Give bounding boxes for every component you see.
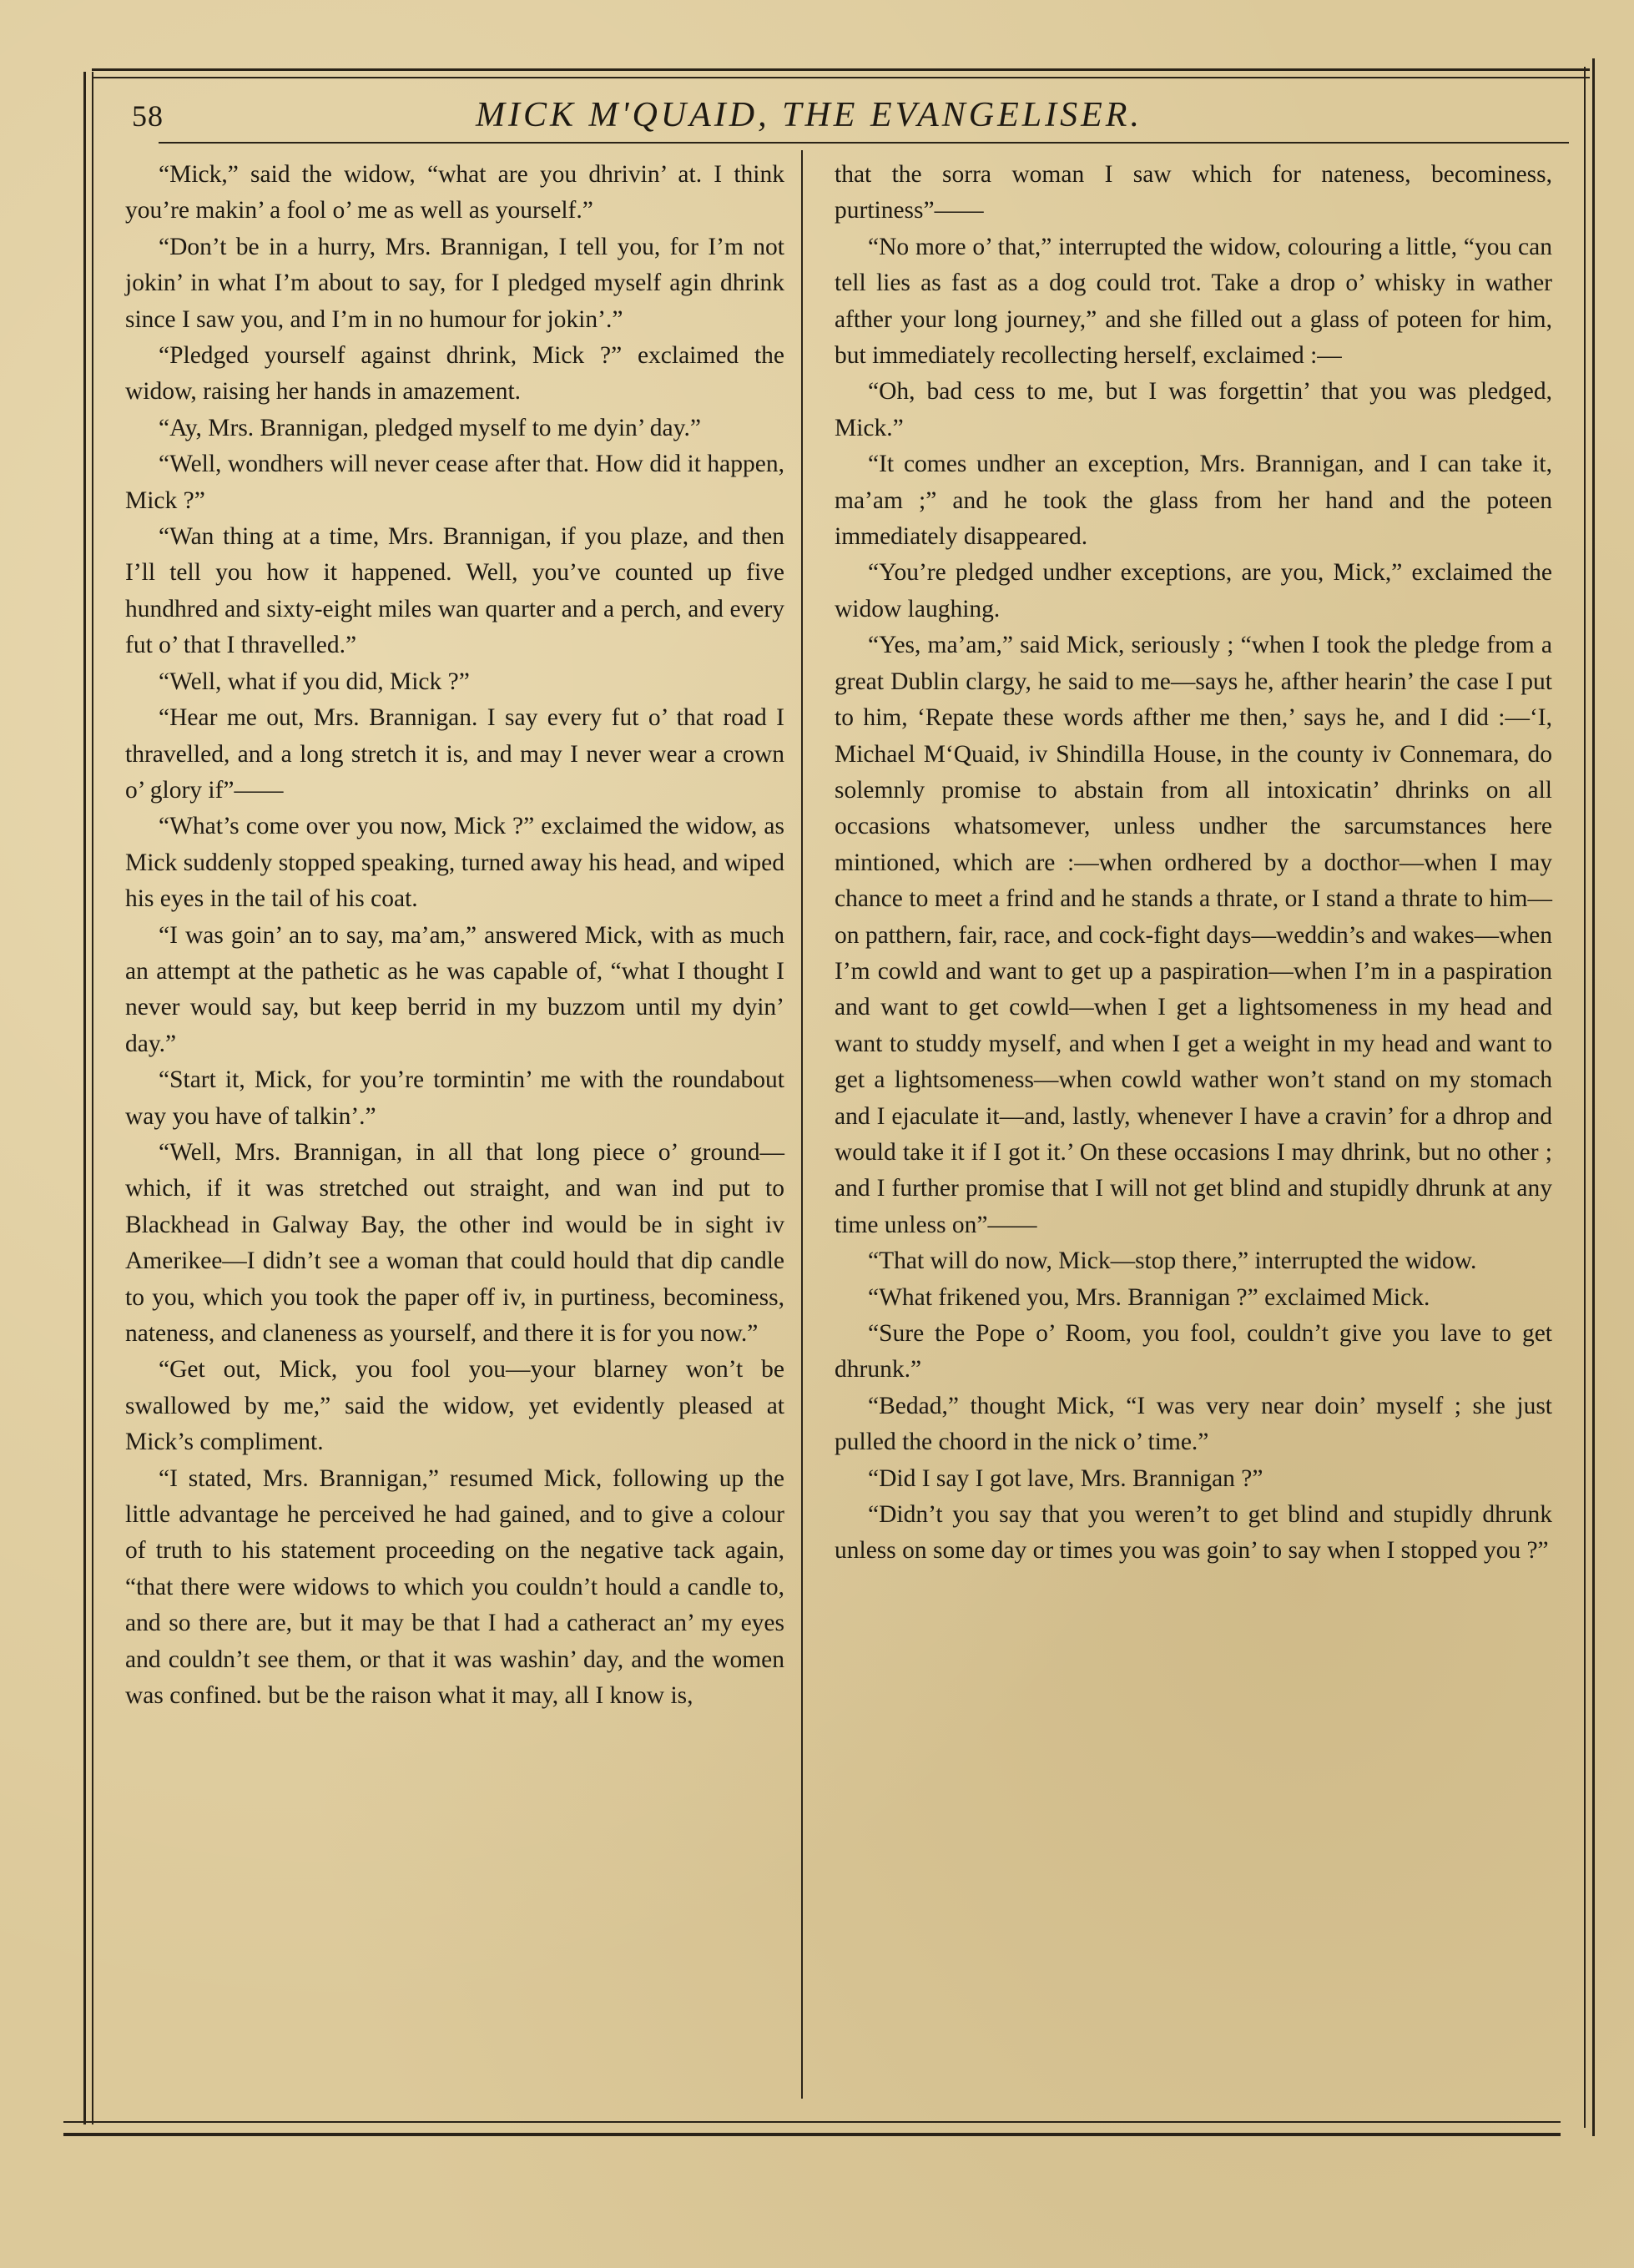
column-divider xyxy=(801,150,803,2099)
header-rule xyxy=(159,142,1569,144)
paragraph: “Get out, Mick, you fool you—your blarney won’t be swallowed by me,” said the widow, yet evidently pleased at Mick’s compliment. xyxy=(125,1356,784,1456)
left-border-rule xyxy=(83,72,86,2124)
paragraph: “Ay, Mrs. Brannigan, pledged myself to me dyin’ day.” xyxy=(159,414,701,441)
paragraph: “That will do now, Mick—stop there,” interrupted the widow. xyxy=(868,1247,1477,1275)
paragraph: “Bedad,” thought Mick, “I was very near doin’ myself ; she just pulled the choord in the nick o’ time.” xyxy=(835,1392,1552,1456)
paragraph: “Mick,” said the widow, “what are you dhrivin’ at. I think you’re makin’ a fool o’ me as well as yourself.” xyxy=(125,161,784,224)
paragraph: “Sure the Pope o’ Room, you fool, couldn’t give you lave to get dhrunk.” xyxy=(835,1320,1552,1383)
paragraph: “Pledged yourself against dhrink, Mick ?” exclaimed the widow, raising her hands in amazement. xyxy=(125,342,784,406)
left-border-rule-inner xyxy=(92,72,93,2124)
paragraph: “I was goin’ an to say, ma’am,” answered Mick, with as much an attempt at the pathetic as he was capable of, “what I thought I never would say, but keep berrid in my buzzom until my dyin’ day.” xyxy=(125,921,784,1057)
paragraph: “I stated, Mrs. Brannigan,” resumed Mick, following up the little advantage he perceived he had gained, and to give a colour of truth to his statement proceeding on the negative tack again, “that there were widows to which you couldn’t hould a candle to, and so there are, but it may be that I had a catheract an’ my eyes and couldn’t see them, or that it was washin’ day, and the women was confined. but be the raison what it may, all I know is, xyxy=(125,1464,784,1710)
paragraph: “Didn’t you say that you weren’t to get blind and stupidly dhrunk unless on some day or times you was goin’ to say when I stopped you ?” xyxy=(835,1501,1552,1565)
paragraph: “Well, wondhers will never cease after that. How did it happen, Mick ?” xyxy=(125,451,784,514)
right-column xyxy=(835,157,1552,1570)
page-number: 58 xyxy=(132,99,164,133)
top-border-rule xyxy=(92,68,1590,71)
page-header xyxy=(125,92,1577,142)
paragraph: that the sorra woman I saw which for nateness, becominess, purtiness”—— xyxy=(835,161,1552,224)
paragraph: “Don’t be in a hurry, Mrs. Brannigan, I tell you, for I’m not jokin’ in what I’m about to say, for I pledged myself agin dhrink since I saw you, and I’m in no humour for jokin’.” xyxy=(125,233,784,333)
paragraph: “What frikened you, Mrs. Brannigan ?” exclaimed Mick. xyxy=(868,1283,1430,1311)
left-column xyxy=(125,157,784,1714)
paragraph: “Oh, bad cess to me, but I was forgettin’ that you was pledged, Mick.” xyxy=(835,378,1552,441)
running-head: MICK M'QUAID, THE EVANGELISER. xyxy=(476,96,1142,134)
paragraph: “Well, Mrs. Brannigan, in all that long piece o’ ground—which, if it was stretched out straight, and wan ind put to Blackhead in Galway Bay, the other ind would be in sight iv Amerikee—I didn’t see a woman that could hould that dip candle to you, which you took the paper off iv, in purtiness, becominess, nateness, and claneness as yourself, and there it is for you now.” xyxy=(125,1138,784,1347)
bottom-border-rule xyxy=(63,2133,1561,2136)
paragraph: “Well, what if you did, Mick ?” xyxy=(159,668,470,695)
right-border-rule xyxy=(1592,58,1595,2136)
paragraph: “Start it, Mick, for you’re tormintin’ me with the roundabout way you have of talkin’.” xyxy=(125,1066,784,1130)
paragraph: “It comes undher an exception, Mrs. Brannigan, and I can take it, ma’am ;” and he took the glass from her hand and the poteen immediately disappeared. xyxy=(835,451,1552,551)
paragraph: “Hear me out, Mrs. Brannigan. I say every fut o’ that road I thravelled, and a long stretch it is, and may I never wear a crown o’ glory if”—— xyxy=(125,704,784,804)
paragraph: “Yes, ma’am,” said Mick, seriously ; “when I took the pledge from a great Dublin clargy, he said to me—says he, afther hearin’ the case I put to him, ‘Repate these words afther me then,’ says he, and I did :—‘I, Michael M‘Quaid, iv Shindilla House, in the county iv Connemara, do solemnly promise to abstain from all intoxicatin’ dhrinks on all occasions whatsomever, unless undher the sarcumstances here mintioned, which are :—when ordhered by a docthor—when I may chance to meet a frind and he stands a thrate, or I stand a thrate to him—on patthern, fair, race, and cock-fight days—weddin’s and wakes—when I’m cowld and want to get up a paspiration—when I’m in a paspiration and want to get cowld—when I get a lightsomeness in my head and want to studdy myself, and when I get a weight in my head and want to get a lightsomeness—when cowld wather won’t stand on my stomach and I ejaculate it—and, lastly, whenever I have a cravin’ for a dhrop and would take it if I got it.’ On these occasions I may dhrink, but no other ; and I further promise that I will not get blind and stupidly dhrunk at any time unless on”—— xyxy=(835,632,1552,1238)
paragraph: “What’s come over you now, Mick ?” exclaimed the widow, as Mick suddenly stopped speaking, turned away his head, and wiped his eyes in the tail of his coat. xyxy=(125,813,784,913)
bottom-border-rule-inner xyxy=(63,2121,1561,2123)
paragraph: “No more o’ that,” interrupted the widow, colouring a little, “you can tell lies as fast as a dog could trot. Take a drop o’ whisky in wather afther your long journey,” and she filled out a glass of poteen for him, but immediately recollecting herself, exclaimed :— xyxy=(835,233,1552,370)
paragraph: “Did I say I got lave, Mrs. Brannigan ?” xyxy=(868,1464,1263,1492)
right-border-rule-inner xyxy=(1584,67,1586,2128)
paragraph: “Wan thing at a time, Mrs. Brannigan, if you plaze, and then I’ll tell you how it happened. Well, you’ve counted up five hundhred and sixty-eight miles wan quarter and a perch, and every fut o’ that I thravelled.” xyxy=(125,523,784,659)
paragraph: “You’re pledged undher exceptions, are you, Mick,” exclaimed the widow laughing. xyxy=(835,559,1552,622)
top-border-rule-inner xyxy=(92,77,1590,78)
